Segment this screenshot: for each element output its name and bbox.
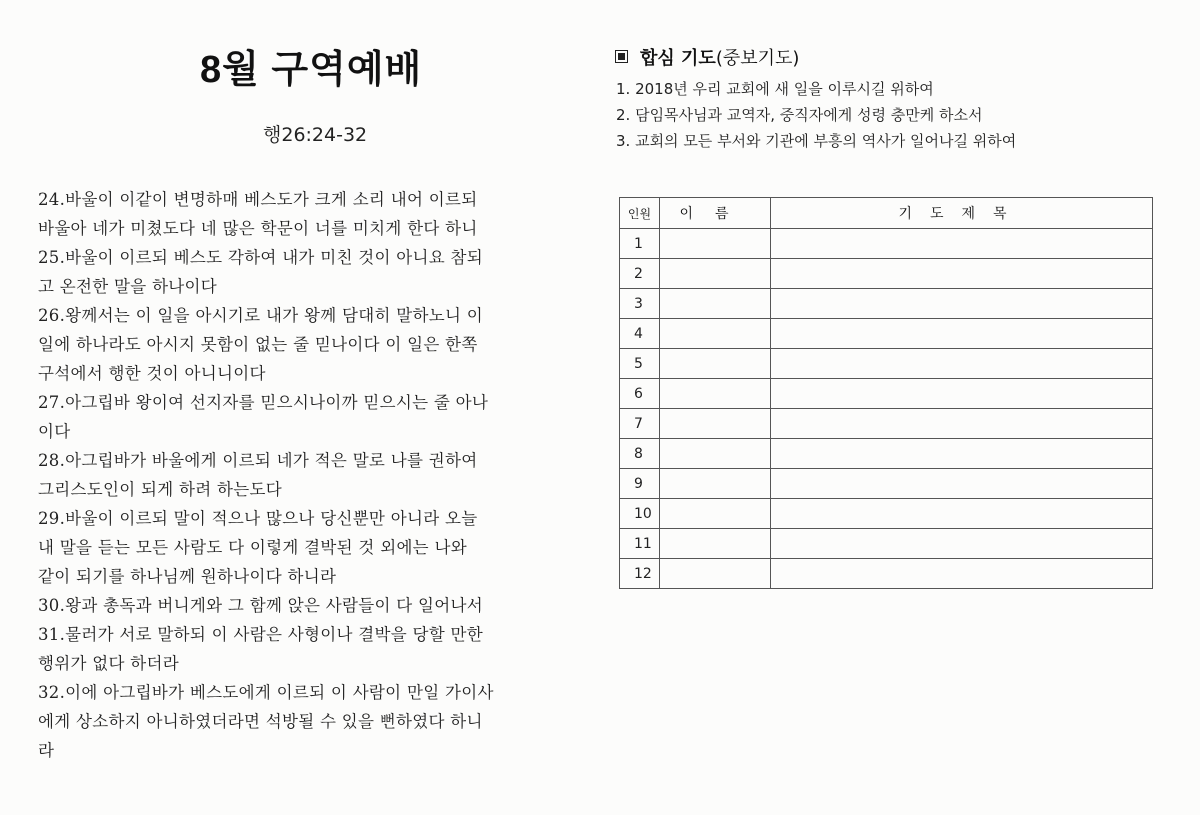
verse-line: 27.아그립바 왕이여 선지자를 믿으시나이까 믿으시는 줄 아나 [38,393,489,412]
table-row [620,349,1153,379]
column-header-count: 인원 [620,198,660,229]
scripture-reference: 행26:24-32 [263,124,368,146]
table-row [620,409,1153,439]
verse-line: 라 [38,741,55,760]
prayer-list [616,76,1016,154]
verse-line: 이다 [38,422,71,441]
scripture-text [38,185,598,765]
prayer-heading-sub: (중보기도) [715,48,800,69]
row-number: 2 [620,259,660,289]
column-header-name: 이름 [660,198,771,229]
table-row [620,379,1153,409]
table-row [620,559,1153,589]
prayer-topic-cell[interactable] [771,319,1153,349]
column-header-prayer-topic: 기도제목 [771,198,1153,229]
name-cell[interactable] [660,559,771,589]
verse-line: 31.물러가 서로 말하되 이 사람은 사형이나 결박을 당할 만한 [38,625,483,644]
prayer-topic-cell[interactable] [771,289,1153,319]
name-cell[interactable] [660,229,771,259]
name-cell[interactable] [660,379,771,409]
verse-line: 일에 하나라도 아시지 못함이 없는 줄 믿나이다 이 일은 한쪽 [38,335,478,354]
row-number: 10 [620,499,660,529]
verse-line: 행위가 없다 하더라 [38,654,180,673]
row-number: 7 [620,409,660,439]
name-cell[interactable] [660,469,771,499]
table-row [620,529,1153,559]
row-number: 8 [620,439,660,469]
table-row [620,289,1153,319]
prayer-topic-cell[interactable] [771,559,1153,589]
name-cell[interactable] [660,259,771,289]
verse-line: 29.바울이 이르되 말이 적으나 많으나 당신뿐만 아니라 오늘 [38,509,478,528]
table-header-row [620,198,1153,229]
name-cell[interactable] [660,529,771,559]
row-number: 5 [620,349,660,379]
row-number: 12 [620,559,660,589]
prayer-topic-cell[interactable] [771,499,1153,529]
row-number: 1 [620,229,660,259]
table-row [620,439,1153,469]
prayer-request-table [619,197,1153,589]
verse-line: 24.바울이 이같이 변명하매 베스도가 크게 소리 내어 이르되 [38,190,478,209]
name-cell[interactable] [660,409,771,439]
table-row [620,259,1153,289]
prayer-heading [615,44,799,70]
table-row [620,319,1153,349]
verse-line: 25.바울이 이르되 베스도 각하여 내가 미친 것이 아니요 참되 [38,248,483,267]
prayer-item: 1. 2018년 우리 교회에 새 일을 이루시길 위하여 [616,80,934,98]
verse-line: 에게 상소하지 아니하였더라면 석방될 수 있을 뻔하였다 하니 [38,712,483,731]
prayer-topic-cell[interactable] [771,229,1153,259]
prayer-topic-cell[interactable] [771,469,1153,499]
row-number: 3 [620,289,660,319]
table-row [620,499,1153,529]
verse-line: 바울아 네가 미쳤도다 네 많은 학문이 너를 미치게 한다 하니 [38,219,478,238]
row-number: 11 [620,529,660,559]
row-number: 9 [620,469,660,499]
square-bullet-icon [615,50,628,63]
prayer-item: 2. 담임목사님과 교역자, 중직자에게 성령 충만케 하소서 [616,106,983,124]
prayer-topic-cell[interactable] [771,259,1153,289]
name-cell[interactable] [660,349,771,379]
page-title: 8월 구역예배 [200,49,423,91]
row-number: 4 [620,319,660,349]
verse-line: 30.왕과 총독과 버니게와 그 함께 앉은 사람들이 다 일어나서 [38,596,483,615]
row-number: 6 [620,379,660,409]
name-cell[interactable] [660,319,771,349]
verse-line: 28.아그립바가 바울에게 이르되 네가 적은 말로 나를 권하여 [38,451,478,470]
prayer-topic-cell[interactable] [771,439,1153,469]
verse-line: 같이 되기를 하나님께 원하나이다 하니라 [38,567,337,586]
prayer-topic-cell[interactable] [771,409,1153,439]
prayer-topic-cell[interactable] [771,349,1153,379]
verse-line: 고 온전한 말을 하나이다 [38,277,218,296]
name-cell[interactable] [660,499,771,529]
prayer-item: 3. 교회의 모든 부서와 기관에 부흥의 역사가 일어나길 위하여 [616,132,1017,150]
verse-line: 내 말을 듣는 모든 사람도 다 이렇게 결박된 것 외에는 나와 [38,538,467,557]
prayer-topic-cell[interactable] [771,529,1153,559]
verse-line: 그리스도인이 되게 하려 하는도다 [38,480,282,499]
table-row [620,229,1153,259]
prayer-heading-main: 합심 기도 [640,48,716,69]
name-cell[interactable] [660,439,771,469]
prayer-topic-cell[interactable] [771,379,1153,409]
name-cell[interactable] [660,289,771,319]
verse-line: 32.이에 아그립바가 베스도에게 이르되 이 사람이 만일 가이사 [38,683,494,702]
verse-line: 26.왕께서는 이 일을 아시기로 내가 왕께 담대히 말하노니 이 [38,306,483,325]
verse-line: 구석에서 행한 것이 아니니이다 [38,364,266,383]
table-row [620,469,1153,499]
